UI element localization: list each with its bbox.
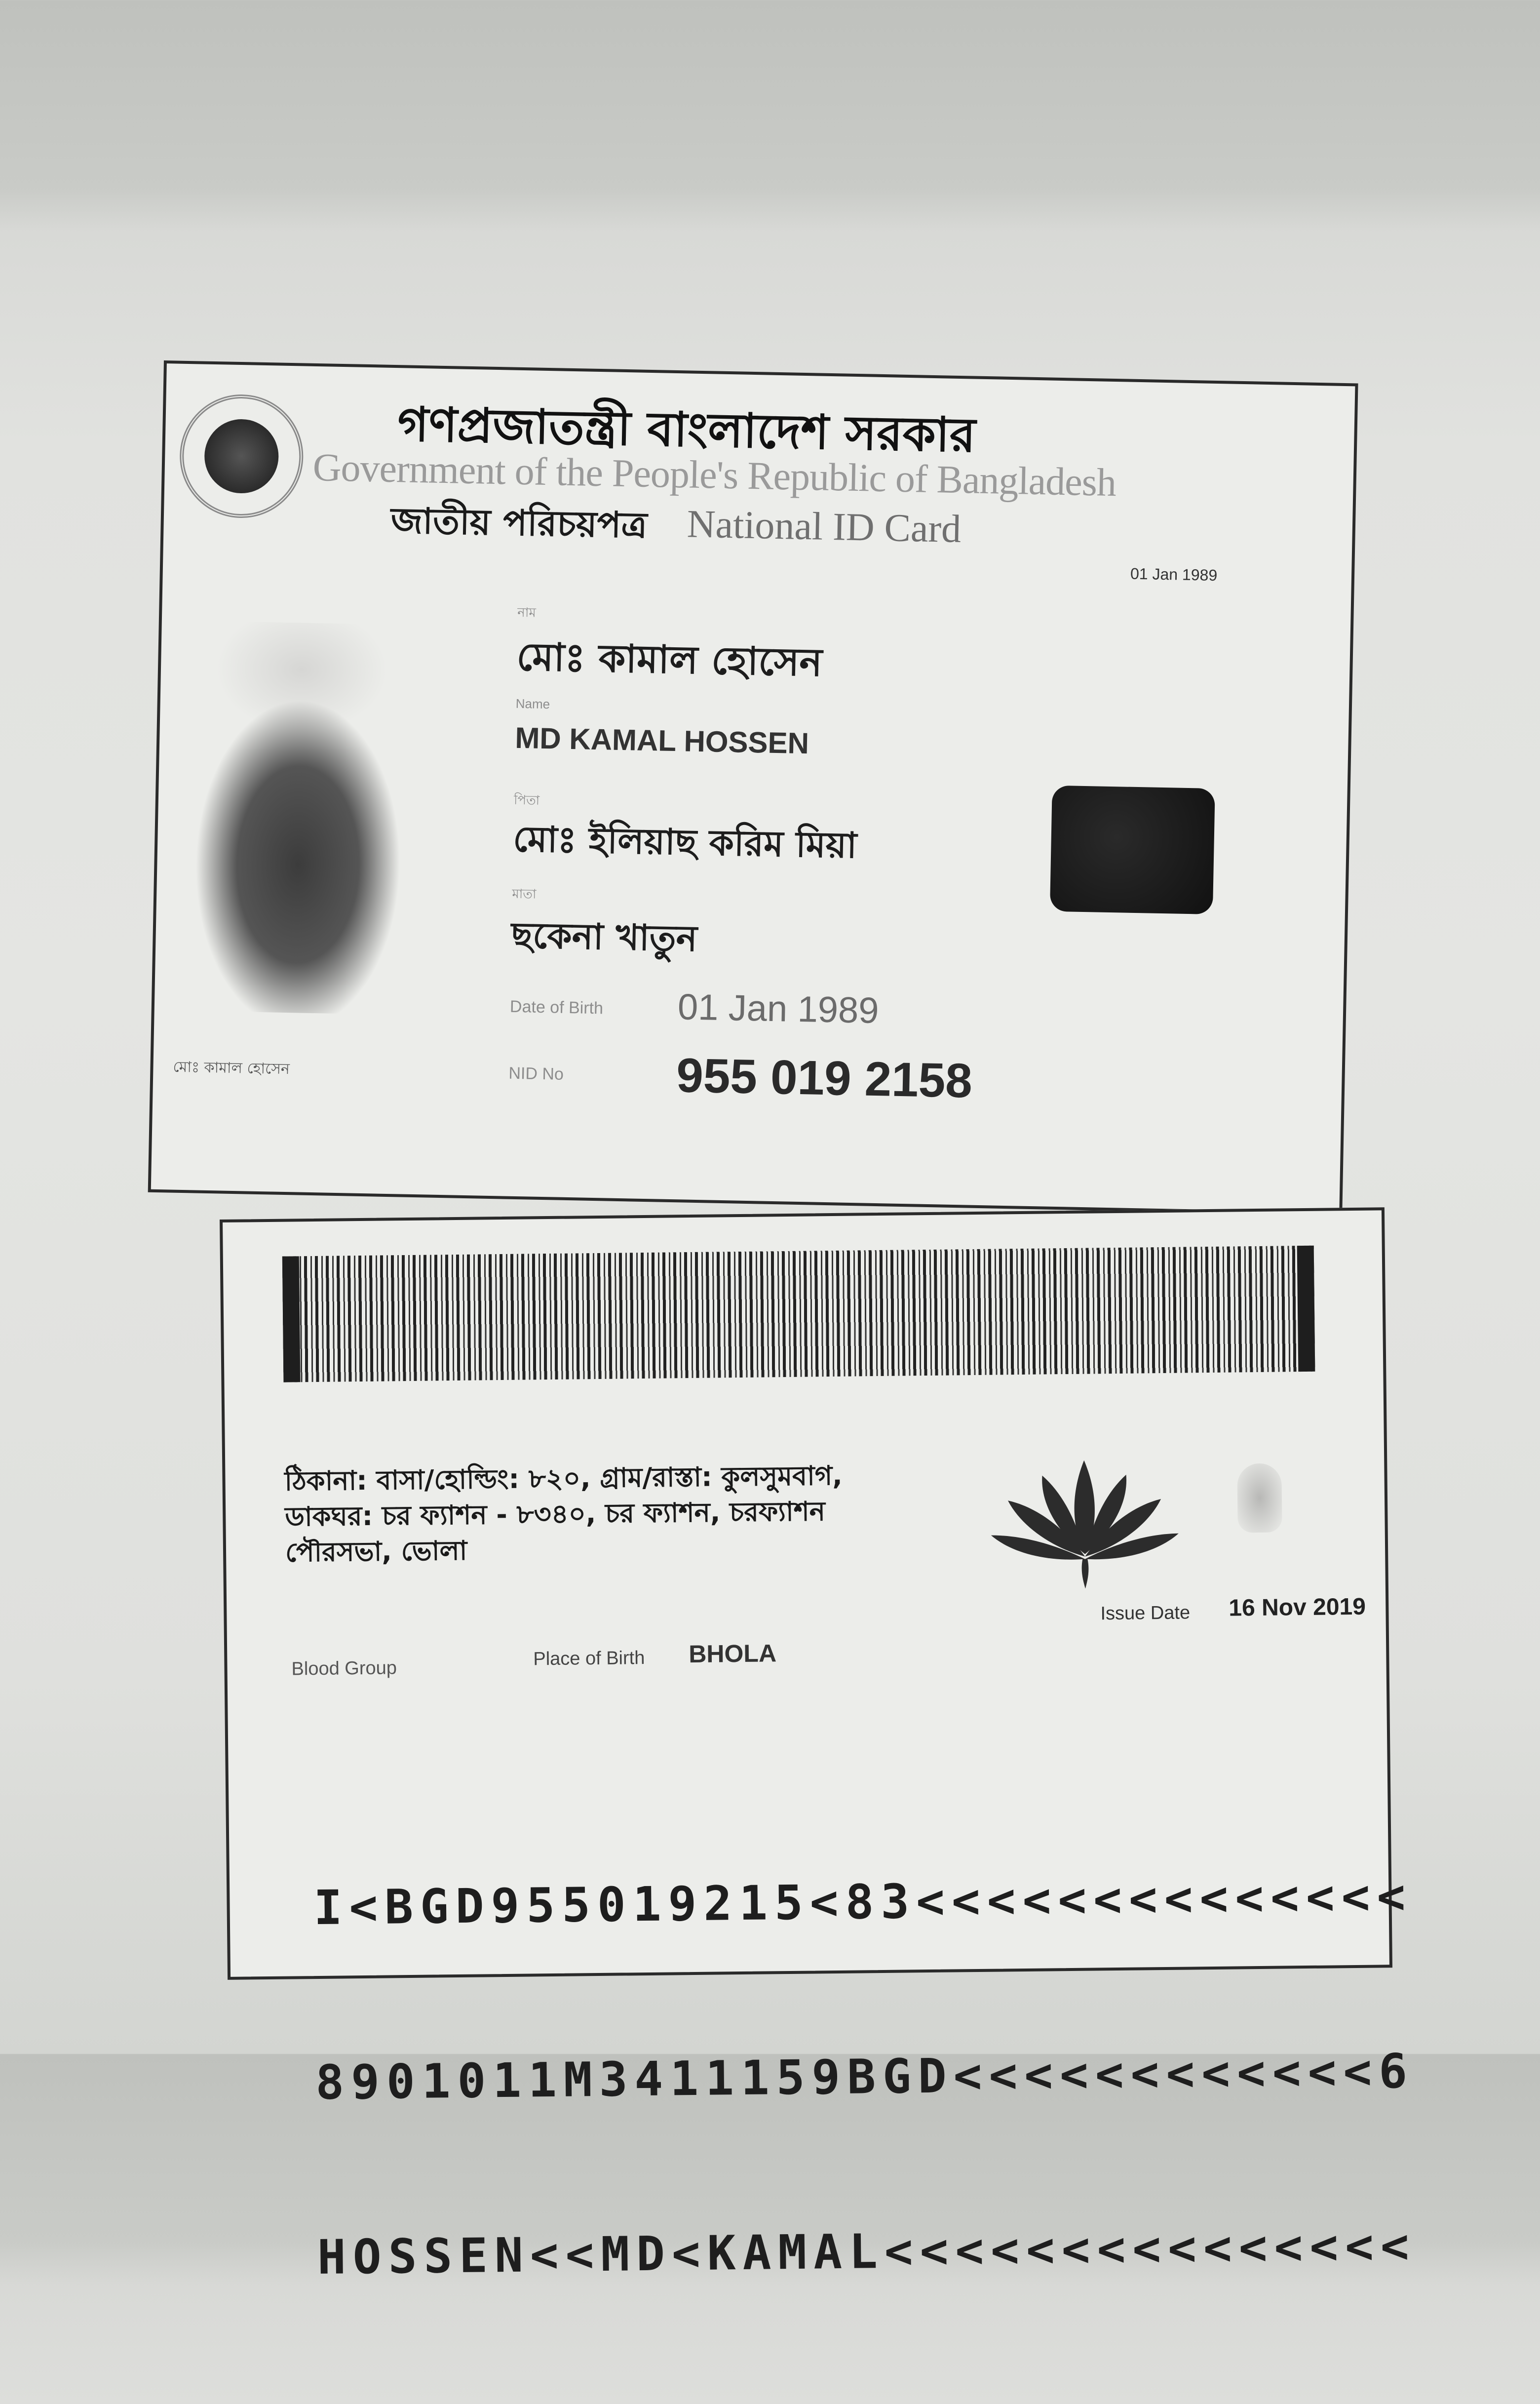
name-bangla: মোঃ কামাল হোসেন bbox=[516, 634, 823, 685]
name-english: MD KAMAL HOSSEN bbox=[514, 721, 809, 760]
name-label: নাম bbox=[517, 604, 537, 620]
mother-label: মাতা bbox=[512, 886, 537, 902]
pdf417-barcode bbox=[282, 1246, 1315, 1382]
nid-number: 955 019 2158 bbox=[676, 1048, 973, 1108]
holder-photo bbox=[189, 621, 409, 1015]
father-label: পিতা bbox=[513, 792, 540, 808]
dob-label: Date of Birth bbox=[509, 997, 604, 1018]
name-english-label: Name bbox=[515, 696, 550, 712]
nid-label: NID No bbox=[508, 1064, 564, 1084]
mother-name: ছকেনা খাতুন bbox=[510, 914, 698, 959]
father-name: মোঃ ইলিয়াছ করিম মিয়া bbox=[512, 818, 857, 867]
mrz-line: I<BGD955019215<83<<<<<<<<<<<<<< bbox=[313, 1868, 1413, 1936]
nid-card-back bbox=[220, 1207, 1417, 2286]
card-title-english: National ID Card bbox=[686, 502, 962, 552]
dob-value: 01 Jan 1989 bbox=[677, 986, 880, 1031]
address-line: পৌরসভা, ভোলা bbox=[285, 1535, 467, 1568]
place-of-birth-value: BHOLA bbox=[688, 1639, 777, 1668]
place-of-birth-label: Place of Birth bbox=[533, 1648, 645, 1670]
ghost-portrait bbox=[1237, 1463, 1282, 1533]
issue-date-value: 16 Nov 2019 bbox=[1229, 1593, 1366, 1621]
lotus-emblem-icon bbox=[985, 1440, 1184, 1600]
card-title-bangla: জাতীয় পরিচয়পত্র bbox=[390, 499, 648, 546]
address-line: ঠিকানা: বাসা/হোল্ডিং: ৮২০, গ্রাম/রাস্তা: কুলসুমবাগ, bbox=[284, 1459, 843, 1497]
address-block bbox=[284, 1458, 843, 1571]
government-seal-icon bbox=[179, 394, 305, 519]
mrz-block bbox=[312, 1751, 1418, 2403]
header-bangla: গণপ্রজাতন্ত্রী বাংলাদেশ সরকার bbox=[397, 396, 976, 463]
chip-icon bbox=[1050, 786, 1215, 914]
mrz-line: HOSSEN<<MD<KAMAL<<<<<<<<<<<<<<< bbox=[317, 2218, 1417, 2286]
address-line: ডাকঘর: চর ফ্যাশন - ৮৩৪০, চর ফ্যাশন, চরফ্যাশন bbox=[284, 1496, 826, 1533]
blood-group-label: Blood Group bbox=[291, 1657, 397, 1680]
barcode-start-bar bbox=[282, 1256, 301, 1382]
issue-date-label: Issue Date bbox=[1100, 1602, 1191, 1624]
mrz-line: 8901011M3411159BGD<<<<<<<<<<<<6 bbox=[315, 2043, 1415, 2111]
barcode-end-bar bbox=[1297, 1246, 1315, 1372]
header-english: Government of the People's Republic of Bangladesh bbox=[312, 445, 1116, 505]
holder-signature: মোঃ কামাল হোসেন bbox=[173, 1058, 290, 1078]
nid-card-front bbox=[148, 360, 1358, 1215]
corner-date: 01 Jan 1989 bbox=[1130, 564, 1218, 585]
